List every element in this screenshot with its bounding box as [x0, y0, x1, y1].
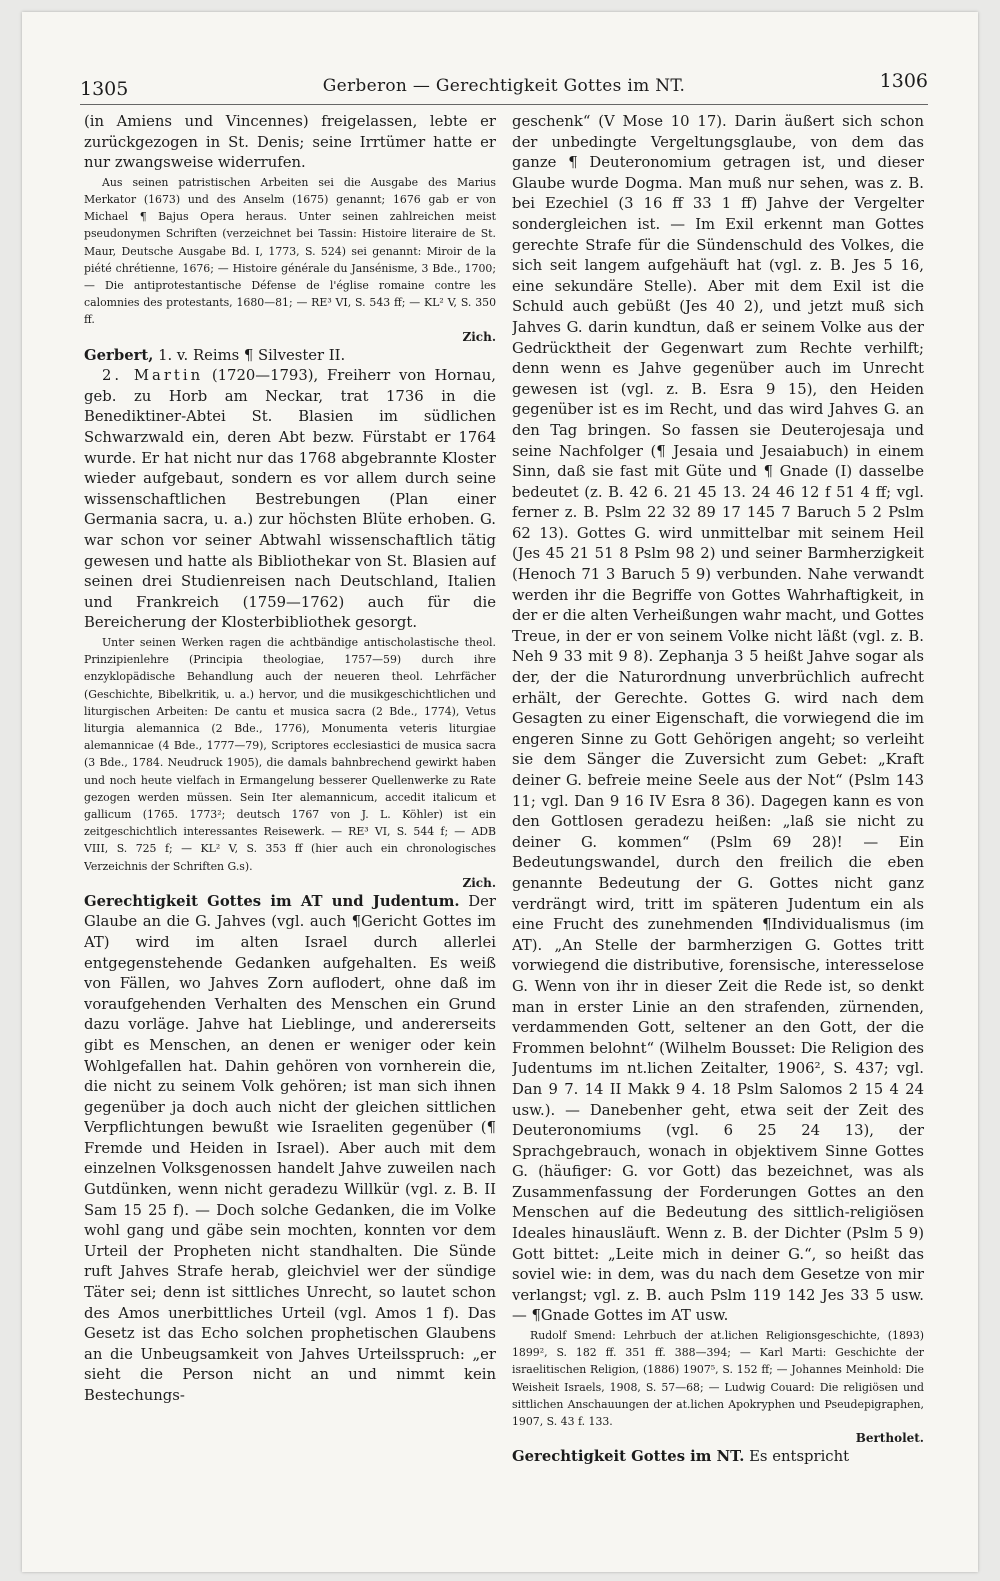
paragraph: (in Amiens und Vincennes) freigelassen, lebte er zurückgezogen in St. Denis; seine Irrtümer hatte er nur zwangsweise widerrufen. [84, 113, 496, 172]
entry-paragraph [84, 366, 496, 634]
bibliography-note: Aus seinen patristischen Arbeiten sei die Ausgabe des Marius Merkator (1673) und des Anselm (1675) genannt; 1676 gab er von Michael ¶ Bajus Opera heraus. Unter seinen zahlreichen meist pseudonymen Schriften (verzeichnet bei Tassin: Histoire literaire de St. Maur, Deutsche Ausgabe Bd. I, 1773, S. 524) sei genannt: Miroir de la piété chrétienne, 1676; — Histoire générale du Jansénisme, 3 Bde., 1700; — Die antiprotestantische Défense de l'église romaine contre les calomnies des protestants, 1680—81; — RE³ VI, S. 543 ff; — KL² V, S. 350 ff. [84, 175, 496, 327]
entry-paragraph [512, 1447, 924, 1468]
entry-heading: Gerbert, [84, 346, 154, 364]
page-sheet [22, 12, 978, 1572]
page-number-left: 1305 [80, 78, 129, 100]
entry-text: (1720—1793), Freiherr von Hornau, geb. zu Horb am Neckar, trat 1736 in die Benediktiner-Abtei St. Blasien im südlichen Schwarzwald ein, deren Abt bezw. Fürstabt er 1764 wurde. Er hat nicht nur das 1768 abgebrannte Kloster wieder aufgebaut, sondern es vor allem durch seine wissenschaftlichen Bestrebungen (Plan einer Germania sacra, u. a.) zur höchsten Blüte erhoben. G. war schon vor seiner Abtwahl wissenschaftlich tätig gewesen und hatte als Bibliothekar von St. Blasien auf seinen drei Studienreisen nach Deutschland, Italien und Frankreich (1759—1762) auch für die Bereicherung der Klosterbibliothek gesorgt. [84, 367, 496, 632]
page-header [80, 70, 928, 105]
entry-text: Der Glaube an die G. Jahves (vgl. auch ¶Gericht Gottes im AT) wird im alten Israel durch allerlei entgegenstehende Gedanken aufgehalten. Es weiß von Fällen, wo Jahves Zorn auflodert, ohne daß im voraufgehenden Verhalten des Menschen ein Grund dazu vorläge. Jahve hat Lieblinge, und andererseits gibt es Menschen, an denen er weniger oder kein Wohlgefallen hat. Dahin gehören von vornherein die, die nicht zu seinem Volk gehören; ist man sich ihnen gegenüber ja doch auch nicht der gleichen sittlichen Verpflichtungen bewußt wie Israeliten gegenüber (¶ Fremde und Heiden in Israel). Aber auch mit dem einzelnen Volksgenossen handelt Jahve zuweilen nach Gutdünken, wenn nicht geradezu Willkür (vgl. z. B. II Sam 15 25 f). — Doch solche Gedanken, die im Volke wohl gang und gäbe sein mochten, konnten vor dem Urteil der Propheten nicht standhalten. Die Sünde ruft Jahves Strafe herab, gleichviel wer der sündige Täter sei; denn ist sittliches Unrecht, so lautet schon des Amos unerbittliches Urteil (vgl. Amos 1 f). Das Gesetz ist das Echo solchen prophetischen Glaubens an die Unbeugsamkeit von Jahves Urteilsspruch: „er sieht die Person nicht an und nimmt kein Bestechungs- [84, 892, 496, 1405]
entry-paragraph [84, 346, 496, 367]
running-title: Gerberon — Gerechtigkeit Gottes im NT. [322, 76, 686, 96]
page-number-right: 1306 [879, 70, 928, 92]
author-signature: Zich. [462, 329, 496, 344]
entry-text: Es entspricht [749, 1448, 850, 1466]
paragraph: geschenk“ (V Mose 10 17). Darin äußert sich schon der unbedingte Vergeltungsglaube, von dem das ganze ¶ Deuteronomium getragen ist, und dieser Glaube wurde Dogma. Man muß nur sehen, was z. B. bei Ezechiel (3 16 ff 33 1 ff) Jahve der Vergelter sondergleichen ist. — Im Exil erkennt man Gottes gerechte Strafe für die Sündenschuld des Volkes, die sich seit langem aufgehäuft hat (vgl. z. B. Jes 5 16, eine sekundäre Stelle). Aber mit dem Exil ist die Schuld auch gebüßt (Jes 40 2), und jetzt muß sich Jahves G. darin kundtun, daß er seinem Volke aus der Gedrücktheit der Gegenwart zum Rechte verhilft; denn wenn es Jahve gegenüber auch im Unrecht gewesen ist (vgl. z. B. Esra 9 15), den Heiden gegenüber ist es im Recht, und das wird Jahves G. an den Tag bringen. So fassen sie Deuterojesaja und seine Nachfolger (¶ Jesaia und Jesaiabuch) in einem Sinn, daß sie fast mit Güte und ¶ Gnade (I) dasselbe bedeutet (z. B. 42 6. 21 45 13. 24 46 12 f 51 4 ff; vgl. ferner z. B. Pslm 22 32 89 17 145 7 Baruch 5 2 Pslm 62 13). Gottes G. wird unmittelbar mit seinem Heil (Jes 45 21 51 8 Pslm 98 2) und seiner Barmherzigkeit (Henoch 71 3 Baruch 5 9) verbunden. Nahe verwandt werden ihr die Begriffe von Gottes Wahrhaftigkeit, in der er die alten Verheißungen wahr macht, und Gottes Treue, in der er von seinem Volke nicht läßt (vgl. z. B. Neh 9 33 mit 9 8). Zephanja 3 5 heißt Jahve sogar als der, der die Naturordnung unverbrüchlich aufrecht erhält, der Gerechte. Gottes G. wird nach dem Gesagten zu einer Eigenschaft, die vorwiegend die im engeren Sinne zu Gott Gehörigen angeht; so verleiht sie dem Sänger die Zuversicht zum Gebet: „Kraft deiner G. befreie meine Seele aus der Not“ (Pslm 143 11; vgl. Dan 9 16 IV Esra 8 36). Dagegen kann es von den Gottlosen geradezu heißen: „laß sie nicht zu deiner G. kommen“ (Pslm 69 28)! — Ein Bedeutungswandel, durch den freilich die eben genannte Bedeutung der G. Gottes nicht ganz verdrängt wird, tritt im späteren Judentum ein als eine Frucht des zunehmenden ¶Individualismus (im AT). „An Stelle der barmherzigen G. Gottes tritt vorwiegend die distributive, forensische, interesselose G. Wenn von ihr in dieser Zeit die Rede ist, so denkt man in erster Linie an den strafenden, zürnenden, verdammenden Gott, seltener an den Gott, der die Frommen belohnt“ (Wilhelm Bousset: Die Religion des Judentums im nt.lichen Zeitalter, 1906², S. 437; vgl. Dan 9 7. 14 II Makk 9 4. 18 Pslm Salomos 2 15 4 24 usw.). — Danebenher geht, etwa seit der Zeit des Deuteronomiums (vgl. 6 25 24 13), der Sprachgebrauch, wonach in objektivem Sinne Gottes G. (häufiger: G. vor Gott) das bezeichnet, was als Zusammenfassung der Forderungen Gottes an den Menschen auf die Bedeutung des sittlich-religiösen Ideales hinausläuft. Wenn z. B. der Dichter (Pslm 5 9) Gott bittet: „Leite mich in deiner G.“, so heißt das soviel wie: in dem, was du nach dem Gesetze von mir verlangst; vgl. z. B. auch Pslm 119 142 Jes 33 5 usw. — ¶Gnade Gottes im AT usw. [512, 113, 924, 1325]
entry-heading: Gerechtigkeit Gottes im AT und Judentum. [84, 892, 460, 910]
bibliography-note: Unter seinen Werken ragen die achtbändige antischolastische theol. Prinzipienlehre (Principia theologiae, 1757—59) durch ihre enzyklopädische Behandlung auch der neueren theol. Lehrfächer (Geschichte, Bibelkritik, u. a.) hervor, und die musikgeschichtlichen und liturgischen Arbeiten: De cantu et musica sacra (2 Bde., 1774), Vetus liturgia alemannica (2 Bde., 1776), Monumenta veteris liturgiae alemannicae (4 Bde., 1777—79), Scriptores ecclesiastici de musica sacra (3 Bde., 1784. Neudruck 1905), die damals bahnbrechend gewirkt haben und noch heute vielfach in Ermangelung besserer Quellenwerke zu Rate gezogen werden müssen. Sein Iter alemannicum, accedit italicum et gallicum (1765. 1773²; deutsch 1767 von J. L. Köhler) ist ein zeitgeschichtlich interessantes Reisewerk. — RE³ VI, S. 544 f; — ADB VIII, S. 725 f; — KL² V, S. 353 ff (hier auch ein chronologisches Verzeichnis der Schriften G.s). [84, 635, 496, 873]
entry-paragraph [84, 892, 496, 1407]
entry-subheading: 2. Martin [102, 367, 204, 385]
entry-text: 1. v. Reims ¶ Silvester II. [158, 346, 346, 364]
author-signature: Zich. [462, 875, 496, 890]
bibliography-note: Rudolf Smend: Lehrbuch der at.lichen Religionsgeschichte, (1893) 1899², S. 182 ff. 351 ff. 388—394; — Karl Marti: Geschichte der israelitischen Religion, (1886) 1907⁵, S. 152 ff; — Johannes Meinhold: Die Weisheit Israels, 1908, S. 57—68; — Ludwig Couard: Die religiösen und sittlichen Anschauungen der at.lichen Apokryphen und Pseudepigraphen, 1907, S. 43 f. 133. [512, 1329, 924, 1429]
author-signature: Bertholet. [855, 1431, 924, 1446]
entry-heading: Gerechtigkeit Gottes im NT. [512, 1448, 745, 1466]
left-column [84, 112, 496, 1552]
right-column [512, 112, 924, 1552]
